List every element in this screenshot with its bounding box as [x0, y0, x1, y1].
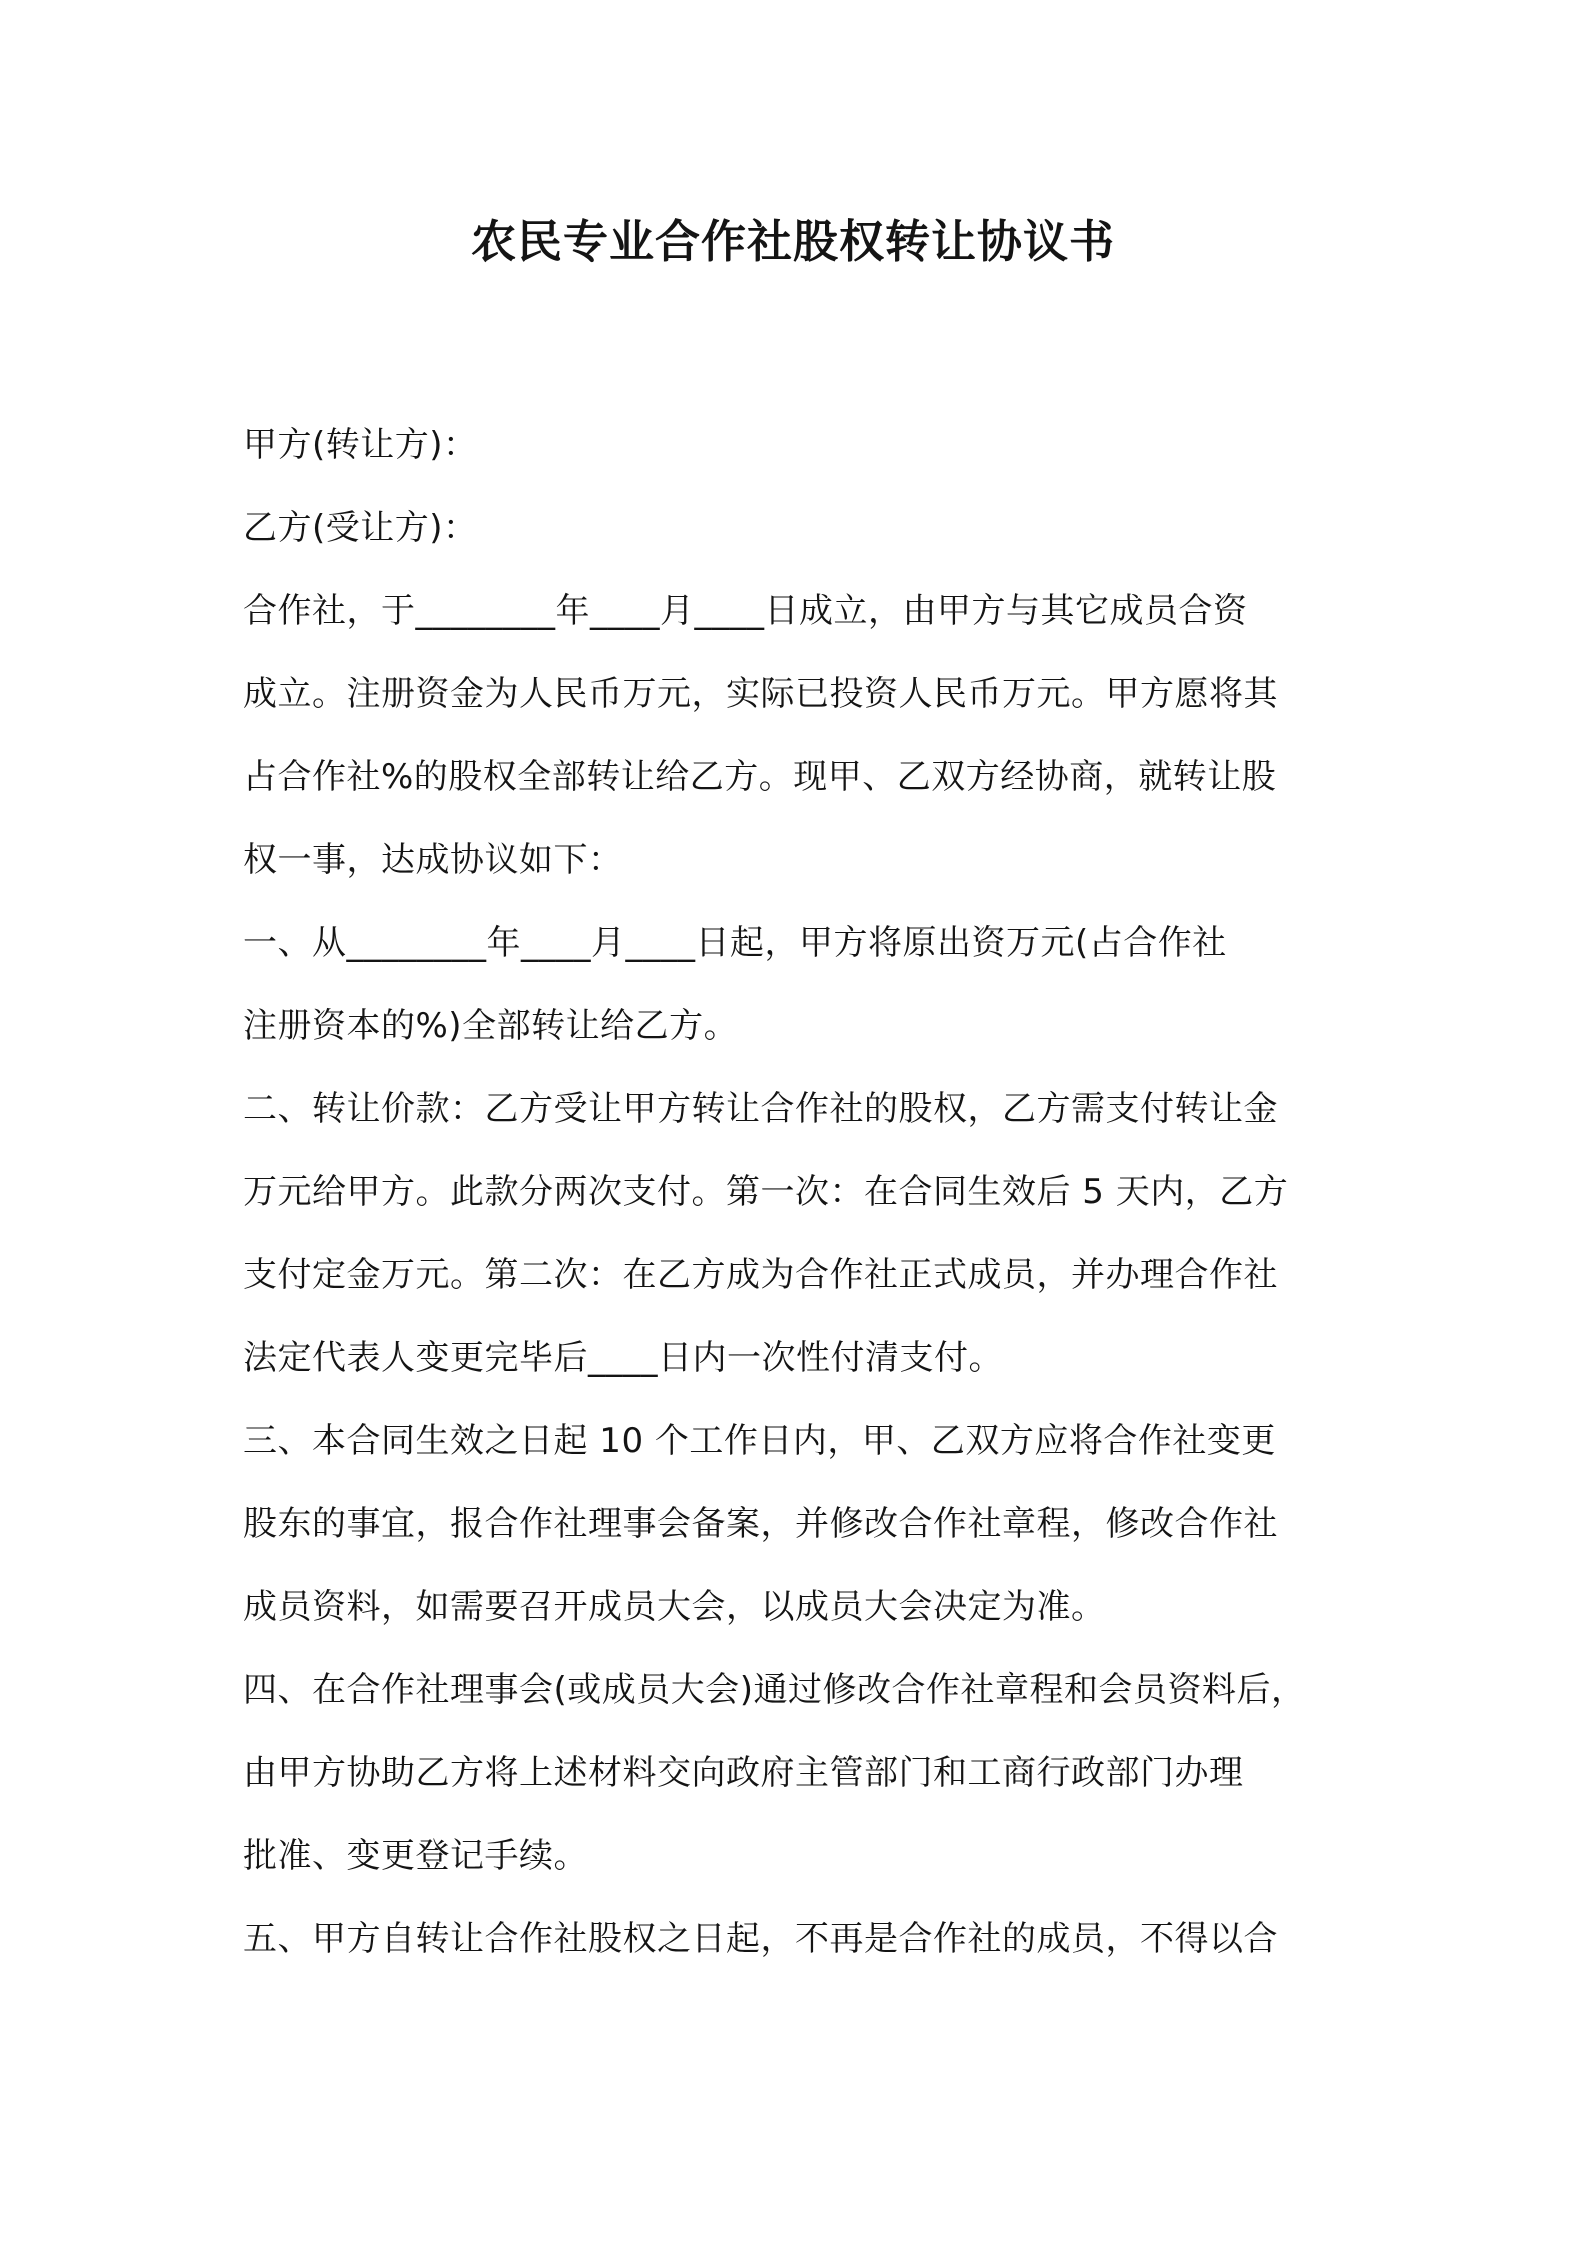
clause-4-line: 由甲方协助乙方将上述材料交向政府主管部门和工商行政部门办理: [243, 1753, 1244, 1793]
intro-line: 合作社，于________年____月____日成立，由甲方与其它成员合资: [243, 591, 1248, 631]
clause-2-line: 万元给甲方。此款分两次支付。第一次：在合同生效后 5 天内，乙方: [243, 1172, 1289, 1212]
document-body: [243, 404, 1363, 1981]
clause-1-line: 注册资本的%)全部转让给乙方。: [243, 1006, 739, 1046]
intro-line: 占合作社%的股权全部转让给乙方。现甲、乙双方经协商，就转让股: [243, 757, 1277, 797]
clause-3-line: 股东的事宜，报合作社理事会备案，并修改合作社章程，修改合作社: [243, 1504, 1278, 1544]
intro-line: 成立。注册资金为人民币万元，实际已投资人民币万元。甲方愿将其: [243, 674, 1278, 714]
clause-2-line: 支付定金万元。第二次：在乙方成为合作社正式成员，并办理合作社: [243, 1255, 1278, 1295]
clause-3-line: 三、本合同生效之日起 10 个工作日内，甲、乙双方应将合作社变更: [243, 1421, 1276, 1461]
document-title: 农民专业合作社股权转让协议书: [470, 215, 1115, 268]
clause-2-line: 法定代表人变更完毕后____日内一次性付清支付。: [243, 1338, 1003, 1378]
clause-5-line: 五、甲方自转让合作社股权之日起，不再是合作社的成员，不得以合: [243, 1919, 1278, 1959]
intro-line: 权一事，达成协议如下：: [243, 840, 623, 880]
party-b-line: 乙方(受让方)：: [243, 508, 478, 548]
clause-4-line: 四、在合作社理事会(或成员大会)通过修改合作社章程和会员资料后，: [243, 1670, 1306, 1710]
clause-1-line: 一、从________年____月____日起，甲方将原出资万元(占合作社: [243, 923, 1227, 963]
party-a-line: 甲方(转让方)：: [243, 425, 478, 465]
clause-4-line: 批准、变更登记手续。: [243, 1836, 588, 1876]
clause-3-line: 成员资料，如需要召开成员大会，以成员大会决定为准。: [243, 1587, 1106, 1627]
clause-2-line: 二、转让价款：乙方受让甲方转让合作社的股权，乙方需支付转让金: [243, 1089, 1278, 1129]
